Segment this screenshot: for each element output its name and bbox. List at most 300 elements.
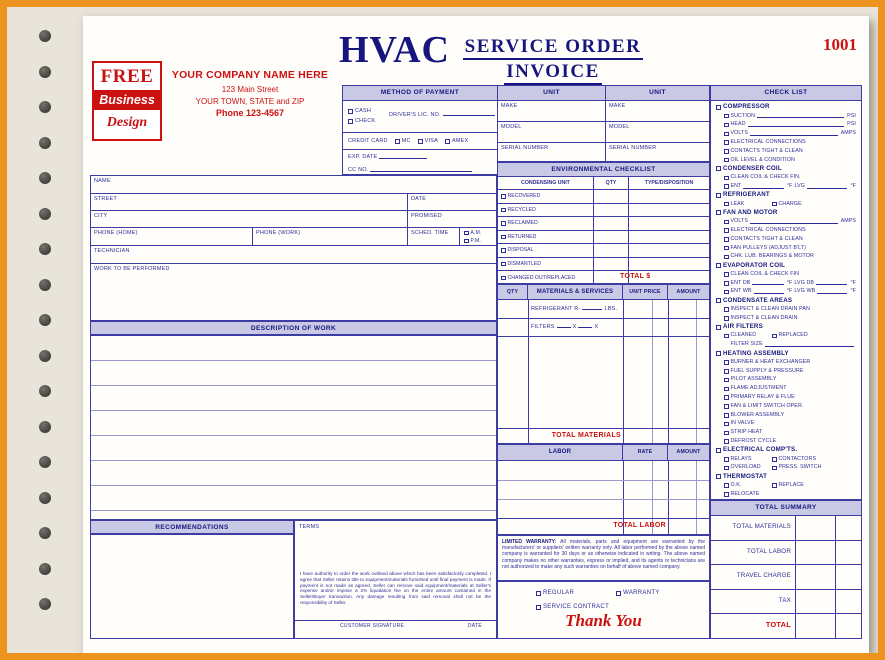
- checklist-item-primary-relay-flue: [716, 393, 856, 402]
- col-type-disposition: TYPE/DISPOSITION: [644, 180, 694, 186]
- env-item-cell: [498, 231, 594, 244]
- amex-label: AMEX: [452, 138, 469, 144]
- name-field[interactable]: [91, 176, 496, 194]
- checklist-item-contacts-tight-clean: [716, 147, 856, 156]
- x-label: X: [594, 324, 599, 330]
- env-qty-cell[interactable]: [594, 244, 629, 257]
- method-of-payment-section: [342, 85, 498, 175]
- refrigerant-label: REFRIGERANT R-: [531, 306, 581, 312]
- env-type-cell[interactable]: [629, 190, 709, 203]
- checklist-item-oil-level-condition: [716, 156, 856, 165]
- amount-dollars-cell[interactable]: [795, 590, 835, 614]
- label: REPLACE: [778, 482, 804, 489]
- checkbox-pilot-assembly[interactable]: [724, 378, 729, 383]
- env-qty-cell[interactable]: [594, 204, 629, 217]
- check-list-section: [710, 85, 862, 500]
- unit1-make-field[interactable]: [498, 101, 605, 122]
- label: CONDENSATE AREAS: [723, 296, 793, 304]
- label: PSI: [847, 112, 856, 119]
- checklist-item-cleaned: [716, 332, 856, 341]
- write-line[interactable]: [757, 114, 844, 118]
- checkbox-primary-relay-flue[interactable]: [724, 395, 729, 400]
- label: TOTAL MATERIALS: [732, 523, 791, 530]
- checkbox-heating-assembly[interactable]: [716, 351, 721, 356]
- checkbox-o-k[interactable]: [724, 483, 729, 488]
- work-to-be-performed-label: WORK TO BE PERFORMED: [94, 266, 170, 272]
- binder-hole: [39, 243, 51, 255]
- checkbox-regular[interactable]: [536, 591, 541, 596]
- row-divider: [498, 499, 709, 500]
- write-line[interactable]: [748, 123, 845, 127]
- binder-hole: [39, 598, 51, 610]
- environmental-checklist-section: [497, 162, 710, 284]
- write-line[interactable]: [816, 281, 847, 285]
- unit2-serial-field[interactable]: [606, 143, 709, 163]
- checklist-item-fan-pulleys-adjust-b-lt: [716, 244, 856, 253]
- pair-first: [724, 483, 772, 488]
- label: °F: [786, 182, 793, 189]
- env-type-cell[interactable]: [629, 217, 709, 230]
- credit-card-label: CREDIT CARD: [348, 138, 388, 144]
- city-label: CITY: [94, 213, 108, 219]
- checkbox-electrical-connections[interactable]: [724, 140, 729, 145]
- materials-row-refrigerant[interactable]: [531, 305, 617, 312]
- checkbox-changed-out-replaced[interactable]: [501, 276, 506, 281]
- checkbox-recovered[interactable]: [501, 194, 506, 199]
- checkbox-check[interactable]: [348, 119, 353, 124]
- checkbox-relays[interactable]: [724, 457, 729, 462]
- summary-row-total: [711, 614, 861, 638]
- checkbox-press-switch[interactable]: [772, 466, 777, 471]
- env-row-reclaimed: [498, 217, 709, 231]
- column-divider: [668, 461, 669, 534]
- label: FAN & LIMIT SWITCH OPER.: [730, 402, 804, 409]
- checkbox-electrical-comp-ts[interactable]: [716, 448, 721, 453]
- checkbox-overload[interactable]: [724, 466, 729, 471]
- checkbox-replaced[interactable]: [772, 334, 777, 339]
- checkbox-fan-pulleys-adjust-b-lt[interactable]: [724, 246, 729, 251]
- checkbox-service-contract[interactable]: [536, 605, 541, 610]
- checklist-section-fan-and-motor: [716, 209, 856, 218]
- checkbox-compressor[interactable]: [716, 105, 721, 110]
- checklist-item-inspect-clean-drain-pan: [716, 305, 856, 314]
- payment-cash-row: [343, 101, 497, 133]
- env-item-cell: [498, 271, 594, 285]
- amount-dollars-cell[interactable]: [795, 516, 835, 540]
- label: FILTER SIZE: [730, 341, 763, 348]
- checklist-item-electrical-connections: [716, 138, 856, 147]
- checklist-section-evaporator-coil: [716, 261, 856, 270]
- x-label: X: [572, 324, 577, 330]
- checkbox-inspect-clean-drain[interactable]: [724, 316, 729, 321]
- label: REPLACED: [778, 332, 808, 339]
- binder-hole: [39, 314, 51, 326]
- environmental-header: ENVIRONMENTAL CHECKLIST: [498, 163, 709, 177]
- technician-label: TECHNICIAN: [94, 248, 130, 254]
- column-divider: [528, 300, 529, 443]
- materials-row-filters[interactable]: [531, 323, 598, 330]
- label: RETURNED: [507, 233, 537, 240]
- checklist-section-thermostat: [716, 472, 856, 481]
- checkbox-reclaimed[interactable]: [501, 221, 506, 226]
- make-label: MAKE: [609, 103, 626, 109]
- amount-cents-cell[interactable]: [835, 541, 861, 565]
- drivers-license-line[interactable]: [443, 111, 495, 116]
- col-qty: QTY: [594, 177, 629, 189]
- total-materials-label: TOTAL MATERIALS: [551, 432, 621, 439]
- checklist-item-head: [716, 121, 856, 130]
- signature-line[interactable]: [295, 620, 496, 621]
- pair-first: [724, 465, 772, 470]
- label: CHANGED OUT/REPLACED: [507, 274, 576, 281]
- checklist-item-ent: [716, 182, 856, 191]
- label: CHK. LUB. BEARINGS & MOTOR: [730, 253, 814, 260]
- company-block: [159, 69, 341, 118]
- checkbox-contactors[interactable]: [772, 457, 777, 462]
- checklist-items: [716, 103, 856, 497]
- label: HEATING ASSEMBLY: [723, 349, 789, 357]
- summary-row-total-materials: [711, 516, 861, 541]
- checkbox-disposal[interactable]: [501, 248, 506, 253]
- city-field[interactable]: [91, 211, 408, 227]
- checkbox-warranty[interactable]: [616, 591, 621, 596]
- thank-you-text: Thank You: [565, 611, 642, 630]
- label: PRESS. SWITCH: [778, 464, 822, 471]
- drivers-license-label: DRIVER'S LIC. NO.: [389, 112, 441, 118]
- checklist-item-relays: [716, 455, 856, 464]
- checkbox-leak[interactable]: [724, 202, 729, 207]
- label: ELECTRICAL COMP'TS.: [723, 446, 798, 454]
- col-materials-services: MATERIALS & SERVICES: [528, 285, 623, 299]
- checkbox-fuel-supply-pressure[interactable]: [724, 369, 729, 374]
- summary-row-travel-charge: [711, 565, 861, 590]
- checkbox-ent[interactable]: [724, 184, 729, 189]
- checkbox-air-filters[interactable]: [716, 325, 721, 330]
- checkbox-strip-heat[interactable]: [724, 431, 729, 436]
- write-line[interactable]: [750, 220, 838, 224]
- write-line[interactable]: [578, 323, 592, 328]
- cash-option: [348, 106, 375, 116]
- description-of-work-area[interactable]: [90, 335, 497, 520]
- label: DEFROST CYCLE: [730, 438, 777, 445]
- street-field[interactable]: [91, 194, 408, 210]
- checkbox-refrigerant[interactable]: [716, 193, 721, 198]
- checkbox-oil-level-condition[interactable]: [724, 158, 729, 163]
- service-type-row-1: [536, 588, 702, 598]
- label: LVG DB: [794, 279, 815, 286]
- env-item-cell: [498, 190, 594, 203]
- checkbox-pm[interactable]: [464, 239, 469, 244]
- exp-date-line[interactable]: [379, 154, 427, 159]
- binder-hole: [39, 492, 51, 504]
- checkbox-fan-limit-switch-oper[interactable]: [724, 404, 729, 409]
- write-line[interactable]: [752, 281, 783, 285]
- env-qty-cell[interactable]: [594, 217, 629, 230]
- checkbox-head[interactable]: [724, 123, 729, 128]
- lbs-label: LBS.: [604, 306, 618, 312]
- amount-cents-cell[interactable]: [835, 590, 861, 614]
- unit1-model-field[interactable]: [498, 122, 605, 143]
- amount-dollars-cell[interactable]: [795, 614, 835, 638]
- pair-second: [772, 483, 804, 488]
- label: RELAYS: [730, 455, 752, 462]
- label: RECLAIMED: [507, 220, 538, 227]
- write-line[interactable]: [557, 323, 571, 328]
- env-type-cell[interactable]: [629, 258, 709, 271]
- amount-cents-cell[interactable]: [835, 516, 861, 540]
- label: EVAPORATOR COIL: [723, 261, 786, 269]
- label: CHARGE: [778, 200, 802, 207]
- label: ENT: [730, 182, 742, 189]
- total-summary-header: TOTAL SUMMARY: [711, 501, 861, 516]
- checkbox-contacts-tight-clean[interactable]: [724, 237, 729, 242]
- label: TAX: [778, 596, 791, 604]
- label: HEAD: [730, 121, 746, 128]
- promised-field[interactable]: [408, 211, 496, 227]
- recommendations-header: RECOMMENDATIONS: [90, 520, 294, 534]
- label: CLEANED: [730, 332, 757, 339]
- materials-services-section: [497, 284, 710, 444]
- street-label: STREET: [94, 196, 117, 202]
- checkbox-volts[interactable]: [724, 132, 729, 137]
- write-line[interactable]: [807, 185, 847, 189]
- label: BLOWER ASSEMBLY: [730, 411, 785, 418]
- checkbox-condenser-coil[interactable]: [716, 166, 721, 171]
- checkbox-inspect-clean-drain-pan[interactable]: [724, 307, 729, 312]
- checklist-item-flame-adjustment: [716, 385, 856, 394]
- phone-row: [91, 228, 496, 246]
- summary-row-tax: [711, 590, 861, 615]
- amount-dollars-cell[interactable]: [795, 565, 835, 589]
- binder-hole: [39, 279, 51, 291]
- binder-hole: [39, 421, 51, 433]
- env-row-disposal: [498, 244, 709, 258]
- checklist-item-electrical-connections: [716, 226, 856, 235]
- checkbox-recycled[interactable]: [501, 208, 506, 213]
- work-to-be-performed-field[interactable]: [91, 264, 496, 322]
- label: BURNER & HEAT EXCHANGER: [730, 358, 811, 365]
- checklist-item-o-k: [716, 481, 856, 490]
- check-option: [348, 116, 375, 126]
- checkbox-visa[interactable]: [418, 139, 423, 144]
- business-design-logo: [92, 61, 162, 141]
- technician-field[interactable]: [91, 246, 496, 264]
- label: DISPOSAL: [507, 247, 534, 254]
- amount-dollars-cell[interactable]: [795, 541, 835, 565]
- write-line[interactable]: [817, 290, 847, 294]
- binder-hole: [39, 563, 51, 575]
- label: °F: [786, 288, 793, 295]
- label: FUEL SUPPLY & PRESSURE: [730, 367, 804, 374]
- write-line[interactable]: [582, 305, 602, 310]
- label: SUCTION: [730, 112, 756, 119]
- summary-rows: [711, 516, 861, 638]
- checkbox-volts[interactable]: [724, 220, 729, 225]
- company-name: YOUR COMPANY NAME HERE: [171, 69, 329, 81]
- date-field[interactable]: [408, 194, 496, 210]
- checkbox-flame-adjustment[interactable]: [724, 387, 729, 392]
- checkbox-in-valve[interactable]: [724, 422, 729, 427]
- checkbox-clean-coil-check-fin[interactable]: [724, 272, 729, 277]
- signature-date-label: DATE: [467, 623, 482, 629]
- checkbox-condensate-areas[interactable]: [716, 298, 721, 303]
- col-amount: AMOUNT: [676, 289, 701, 295]
- checkbox-electrical-connections[interactable]: [724, 228, 729, 233]
- checkbox-relocate[interactable]: [724, 492, 729, 497]
- env-rows: [498, 190, 709, 285]
- checkbox-defrost-cycle[interactable]: [724, 439, 729, 444]
- form-brand-title: HVAC: [339, 29, 450, 71]
- form-title: [455, 36, 651, 85]
- credit-card-row: [343, 133, 497, 150]
- env-item-cell: [498, 204, 594, 217]
- env-qty-cell[interactable]: [594, 190, 629, 203]
- label: FLAME ADJUSTMENT: [730, 385, 787, 392]
- unit2-make-field[interactable]: [606, 101, 709, 122]
- checklist-item-ent-db: [716, 279, 856, 288]
- checkbox-thermostat[interactable]: [716, 474, 721, 479]
- binder-hole: [39, 456, 51, 468]
- checkbox-ent-wb[interactable]: [724, 290, 729, 295]
- checkbox-dismantled[interactable]: [501, 262, 506, 267]
- pm-label: P.M.: [470, 238, 481, 244]
- sched-time-field[interactable]: [408, 228, 460, 245]
- unit1-header: UNIT: [498, 86, 605, 101]
- label: FAN PULLEYS (ADJUST B'LT): [730, 244, 806, 251]
- serial-number-label: SERIAL NUMBER: [501, 145, 549, 151]
- env-qty-cell[interactable]: [594, 258, 629, 271]
- warranty-body: All materials, parts and equipment are warranted by the manufacturers' or suppliers' written warranty only. All labor performed by the above named company is warranted for 30 days or as otherwise indicated in writing. The above named company makes no other warranties, express or implied, and its agents or technicians are not authorized to make any such warranties on behalf of above named company.: [502, 539, 705, 570]
- label: IN VALVE: [730, 420, 755, 427]
- env-type-cell[interactable]: [629, 231, 709, 244]
- amount-cents-cell[interactable]: [835, 565, 861, 589]
- cc-no-line[interactable]: [370, 167, 472, 172]
- row-divider: [498, 336, 709, 337]
- exp-date-row: [343, 150, 497, 163]
- write-line[interactable]: [754, 290, 784, 294]
- col-qty: QTY: [498, 285, 528, 299]
- phone-home-field[interactable]: [91, 228, 253, 245]
- checkbox-cleaned[interactable]: [724, 334, 729, 339]
- checklist-section-refrigerant: [716, 191, 856, 200]
- pair-second: [772, 202, 802, 207]
- sched-time-label: SCHED. TIME: [411, 230, 449, 236]
- checkbox-returned[interactable]: [501, 235, 506, 240]
- logo-free-text: FREE: [100, 66, 154, 87]
- unit1-serial-field[interactable]: [498, 143, 605, 163]
- env-row-recovered: [498, 190, 709, 204]
- label: ELECTRICAL CONNECTIONS: [730, 138, 806, 145]
- checkbox-blower-assembly[interactable]: [724, 413, 729, 418]
- cash-check-group: [348, 106, 375, 126]
- checkbox-cash[interactable]: [348, 109, 353, 114]
- checklist-item-pilot-assembly: [716, 376, 856, 385]
- pair-second: [772, 457, 816, 462]
- col-unit-price: UNIT PRICE: [623, 285, 668, 299]
- checkbox-burner-heat-exchanger[interactable]: [724, 360, 729, 365]
- amount-cents-cell[interactable]: [835, 614, 861, 638]
- label: TOTAL LABOR: [746, 547, 791, 555]
- col-rate: RATE: [623, 445, 668, 460]
- env-row-recycled: [498, 204, 709, 218]
- checkbox-amex[interactable]: [445, 139, 450, 144]
- write-line[interactable]: [743, 185, 783, 189]
- label: °F: [850, 288, 856, 295]
- date-label: DATE: [411, 196, 427, 202]
- checklist-item-fuel-supply-pressure: [716, 367, 856, 376]
- pair-second: [772, 333, 808, 338]
- env-type-cell[interactable]: [629, 244, 709, 257]
- env-qty-cell[interactable]: [594, 231, 629, 244]
- checkbox-clean-coil-check-fin[interactable]: [724, 176, 729, 181]
- logo-business-text: Business: [94, 90, 160, 110]
- checklist-item-contacts-tight-clean: [716, 235, 856, 244]
- pm-option: [464, 237, 496, 245]
- terms-section: [294, 520, 497, 639]
- label: RECYCLED: [507, 206, 536, 213]
- row-divider: [498, 480, 709, 481]
- recommendations-area[interactable]: [90, 534, 294, 639]
- label: FAN AND MOTOR: [723, 208, 778, 216]
- label: O.K.: [730, 482, 742, 489]
- checklist-item-clean-coil-check-fin: [716, 173, 856, 182]
- make-label: MAKE: [501, 103, 518, 109]
- checkbox-replace[interactable]: [772, 483, 777, 488]
- terms-label: TERMS: [299, 524, 320, 530]
- mc-label: MC: [401, 138, 411, 144]
- write-line[interactable]: [765, 343, 854, 347]
- label: VOLTS: [730, 130, 748, 137]
- binder-hole: [39, 172, 51, 184]
- description-of-work-header: DESCRIPTION OF WORK: [90, 321, 497, 335]
- checkbox-evaporator-coil[interactable]: [716, 263, 721, 268]
- checkbox-mc[interactable]: [395, 139, 400, 144]
- checkbox-fan-and-motor[interactable]: [716, 210, 721, 215]
- label: °F: [850, 279, 856, 286]
- summary-row-total-labor: [711, 541, 861, 566]
- column-divider: [623, 300, 624, 443]
- label: °F: [786, 279, 793, 286]
- checklist-section-electrical-comp-ts: [716, 446, 856, 455]
- label: PRIMARY RELAY & FLUE: [730, 394, 795, 401]
- checkbox-chk-lub-bearings-motor[interactable]: [724, 255, 729, 260]
- checkbox-suction[interactable]: [724, 114, 729, 119]
- street-date-row: [91, 194, 496, 211]
- serial-number-label: SERIAL NUMBER: [609, 145, 657, 151]
- pair-second: [772, 465, 822, 470]
- checkbox-contacts-tight-clean[interactable]: [724, 149, 729, 154]
- checklist-item-defrost-cycle: [716, 437, 856, 446]
- label: CONTACTS TIGHT & CLEAN: [730, 235, 803, 242]
- label: COMPRESSOR: [723, 103, 770, 111]
- checkbox-ent-db[interactable]: [724, 281, 729, 286]
- checkbox-am[interactable]: [464, 231, 469, 236]
- env-type-cell[interactable]: [629, 204, 709, 217]
- checklist-item-in-valve: [716, 420, 856, 429]
- drivers-license-field: [389, 111, 495, 118]
- checklist-item-clean-coil-check-fin: [716, 270, 856, 279]
- phone-work-field[interactable]: [253, 228, 408, 245]
- checklist-item-blower-assembly: [716, 411, 856, 420]
- regular-option: [536, 588, 574, 598]
- checkbox-charge[interactable]: [772, 202, 777, 207]
- label: CONTACTORS: [778, 455, 817, 462]
- label: ENT WB: [730, 288, 752, 295]
- unit2-model-field[interactable]: [606, 122, 709, 143]
- label: CLEAN COIL & CHECK FIN.: [730, 174, 801, 181]
- check-list-header: CHECK LIST: [711, 86, 861, 101]
- write-line[interactable]: [750, 132, 838, 136]
